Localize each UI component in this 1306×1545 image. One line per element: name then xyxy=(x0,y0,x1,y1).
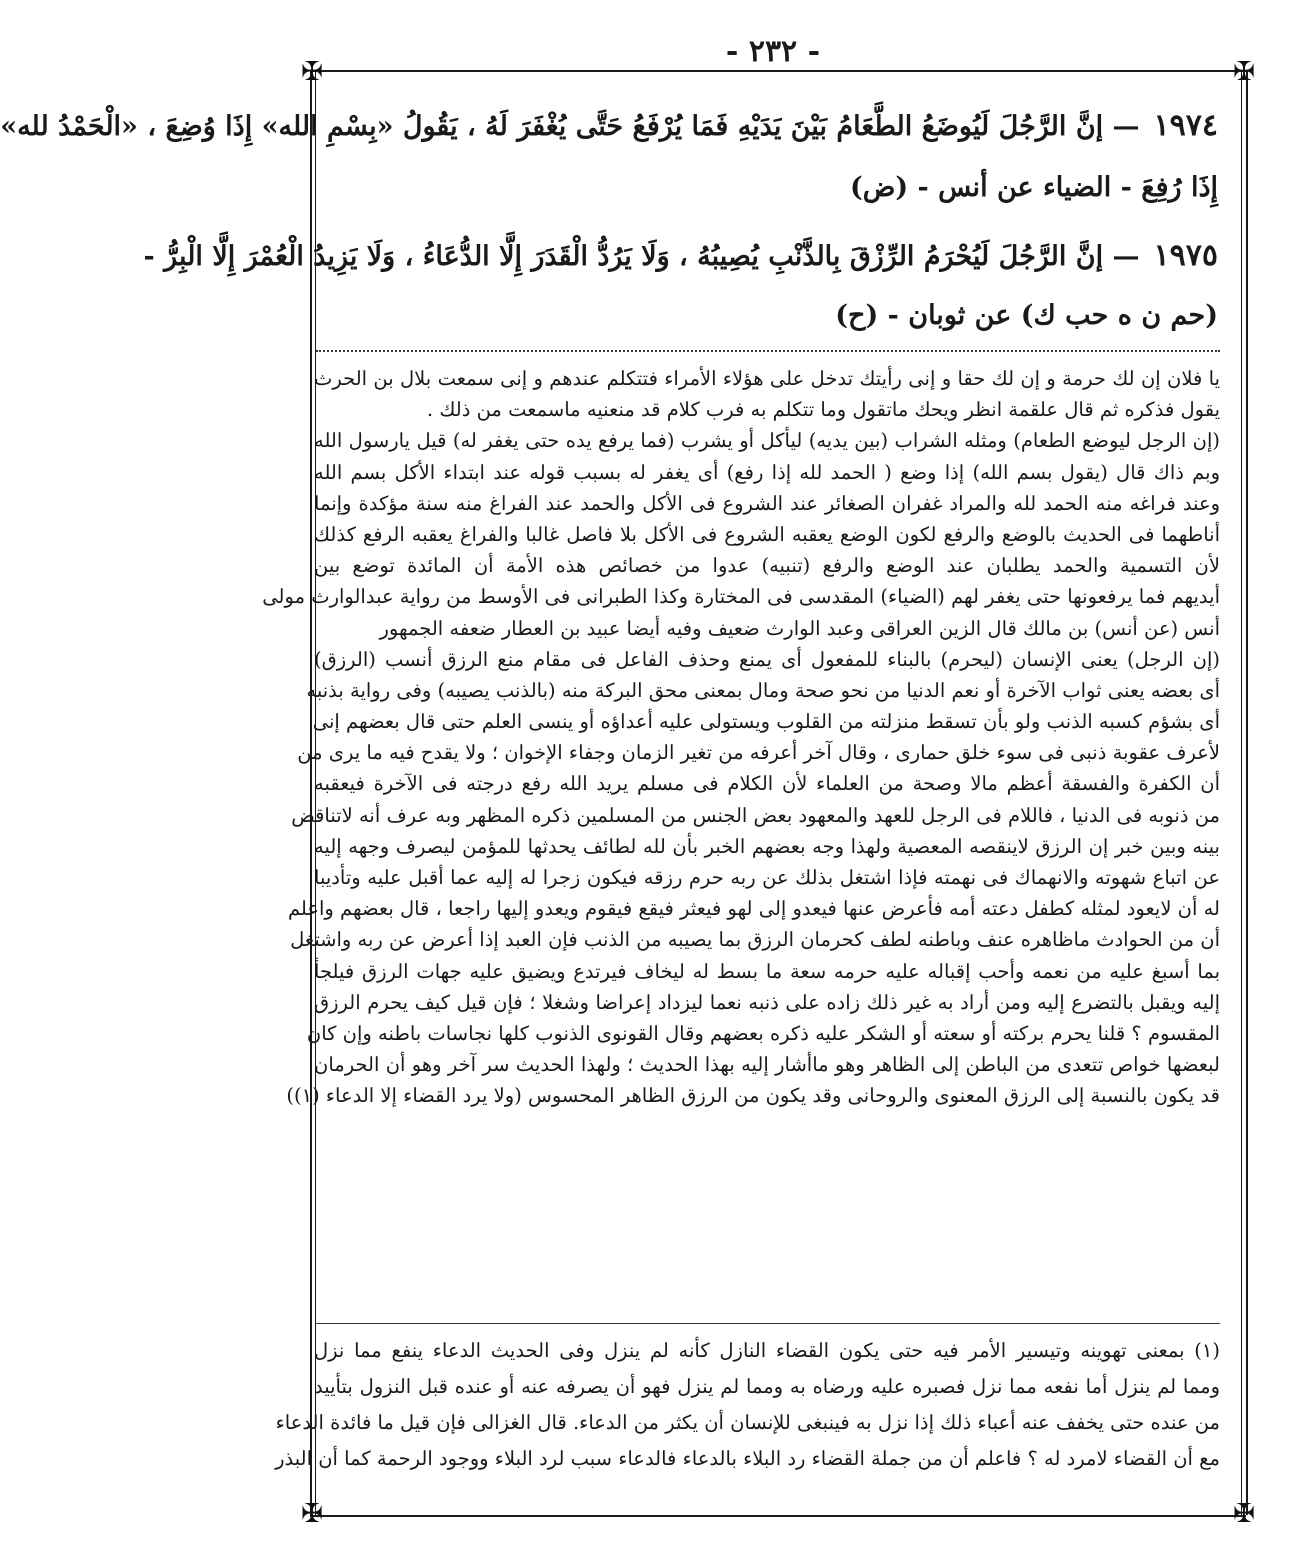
corner-ornament-icon: ✠ xyxy=(301,1499,323,1529)
commentary-line: وعند فراغه منه الحمد لله والمراد غفران الصغائر عند الشروع فى الأكل والحمد عند الفراغ منه سنة مؤكدة وإنما xyxy=(314,491,1220,515)
commentary-line: له أن لايعود لمثله كطفل دعته أمه فأعرض عنها فيعدو إلى لهو فيعثر فيقع فيقوم ويعدو إليها راجعا ، قال بعضهم واعلم xyxy=(287,897,1220,921)
frame-right-inner xyxy=(1241,70,1242,1515)
commentary-line: أن الكفرة والفسقة أعظم مالا وصحة من العلماء لأن الكلام فى مسلم يريد الله رفع درجته فى الآخرة فيعقبه xyxy=(314,772,1220,796)
commentary-line: عن اتباع شهوته والانهماك فى نهمته فإذا اشتغل بذلك عن ربه حرم رزقه فيكون زجرا له إليه عما أقبل عليه وتأديبا xyxy=(314,866,1220,889)
frame-left-outer xyxy=(310,70,312,1515)
commentary-line: (إن الرجل ليوضع الطعام) ومثله الشراب (بين يديه) ليأكل أو يشرب (فما يرفع يده حتى يغفر له) قيل يارسول الله xyxy=(314,429,1220,453)
hadith-line xyxy=(318,170,1218,206)
hadith-text: — إنَّ الرَّجُلَ لَيُوضَعُ الطَّعَامُ بَيْنَ يَدَيْهِ فَمَا يُرْفَعُ حَتَّى يُغْفَرَ لَهُ ، يَقُولُ «بِسْمِ الله» إِذَا وُضِعَ ، «الْحَمْدُ لله» xyxy=(0,111,1140,142)
commentary-line: من ذنوبه فى الدنيا ، فاللام فى الرجل للعهد والمعهود بعض الجنس من المسلمين ذكره المظهر وبه عرف أنه لاتناقض xyxy=(291,803,1220,827)
corner-ornament-icon: ✠ xyxy=(301,57,323,87)
commentary-line: يا فلان إن لك حرمة و إن لك حقا و إنى رأيتك تدخل على هؤلاء الأمراء فتتكلم عندهم و إنى سمعت بلال بن الحرث xyxy=(314,367,1220,390)
frame-top-line xyxy=(310,70,1246,72)
frame-bottom-line xyxy=(310,1515,1246,1517)
commentary-line: وبم ذاك قال (يقول بسم الله) إذا وضع ( الحمد لله إذا رفع) أى يغفر له بسبب قوله عند ابتداء الأكل بسم الله xyxy=(314,460,1220,484)
footnote-line: من عنده حتى يخفف عنه أعباء ذلك إذا نزل به فينبغى للإنسان أن يكثر من الدعاء. قال الغزالى فإن قيل ما فائدة الدعاء xyxy=(275,1411,1220,1434)
commentary-line: قد يكون بالنسبة إلى الرزق المعنوى والروحانى وقد يكون من الرزق الظاهر المحسوس (ولا يرد القضاء إلا الدعاء (١)) xyxy=(286,1084,1220,1108)
commentary-line: لأن التسمية والحمد يطلبان عند الوضع والرفع (تنبيه) عدوا من خصائص هذه الأمة أن المائدة توضع بين xyxy=(314,554,1220,578)
footnote-line: مع أن القضاء لامرد له ؟ فاعلم أن من جملة القضاء رد البلاء بالدعاء فالدعاء سبب لرد البلاء ووجود الرحمة كما أن البذر xyxy=(275,1447,1220,1470)
hadith-line xyxy=(318,298,1218,334)
footnotes xyxy=(275,1333,1220,1477)
hadith-line xyxy=(0,108,1218,145)
commentary-line: أيديهم فما يرفعونها حتى يغفر لهم (الضياء) المقدسى فى المختارة وكذا الطبرانى فى الأوسط من رواية عبدالوارث مولى xyxy=(262,585,1220,609)
commentary-line: المقسوم ؟ قلنا يحرم بركته أو سعته أو الشكر عليه ذكره بعضهم وقال القونوى الذنوب كلها نجاسات باطنه وإن كان xyxy=(306,1021,1220,1045)
commentary-line: أن من الحوادث ماظاهره عنف وباطنه لطف كحرمان الرزق بما يصيبه من الذنب فإن العبد إذا أعرض عن ربه واشتغل xyxy=(290,928,1220,952)
corner-ornament-icon: ✠ xyxy=(1233,57,1255,87)
commentary-line: لبعضها خواص تتعدى من الباطن إلى الظاهر وهو ماأشار إليه بهذا الحديث ؛ ولهذا الحديث سر آخر وهو أن الحرمان xyxy=(314,1053,1220,1077)
commentary-line: لأعرف عقوبة ذنبى فى سوء خلق حمارى ، وقال آخر أعرفه من تغير الزمان وجفاء الإخوان ؛ ولا يقدح فيه ما يرى من xyxy=(297,741,1220,765)
commentary-line: إليه ويقبل بالتضرع إليه ومن أراد به غير ذلك زاده على ذنبه نعما ليزداد إعراضا وشغلا ؛ فإن قيل كيف يحرم الرزق xyxy=(314,990,1220,1014)
frame-right-outer xyxy=(1246,70,1248,1515)
commentary-line: يقول فذكره ثم قال علقمة انظر ويحك ماتقول وما تتكلم به فرب كلام قد منعنيه ماسمعت من ذلك . xyxy=(426,398,1220,422)
commentary-line: أناطهما فى الحديث بالوضع والرفع لكون الوضع يعقبه الشروع فى الأكل بلا فاصل غالبا والفراغ يعقبه الرفع كذلك xyxy=(314,522,1220,546)
commentary-line: بينه وبين خبر إن الرزق لاينقصه المعصية ولهذا وجه بعضهم الخبر بأن لله لطائف يحدثها للمؤمن ليصرف وجهه إليه xyxy=(314,834,1220,858)
footnote-line: ومما لم ينزل أما نفعه مما نزل فصبره عليه ورضاه به ومما لم ينزل فهو أن يصرفه عنه أو عنده قبل النزول بتأييد xyxy=(314,1375,1220,1398)
section-divider xyxy=(316,350,1220,352)
hadith-number: ١٩٧٤ xyxy=(1153,108,1218,143)
corner-ornament-icon: ✠ xyxy=(1233,1499,1255,1529)
footnote-line: (١) بمعنى تهوينه وتيسير الأمر فيه حتى يكون القضاء النازل كأنه لم ينزل وفى الحديث الدعاء ينفع مما نزل xyxy=(314,1339,1220,1362)
commentary-line: أنس (عن أنس) بن مالك قال الزين العراقى وعبد الوارث ضعيف وفيه أيضا عبيد بن العطار ضعفه الجمهور xyxy=(379,616,1220,640)
hadith-line xyxy=(143,238,1218,275)
hadith-source: إِذَا رُفِعَ - الضياء عن أنس - (ض) xyxy=(849,172,1218,203)
page-number: - ٢٣٢ - xyxy=(725,34,821,69)
commentary xyxy=(262,363,1220,1112)
commentary-line: بما أسبغ عليه من نعمه وأحب إقباله عليه حرمه سعة ما بسط له ليخاف فيرتدع ويضيق عليه جهات الرزق فيلجأ xyxy=(314,959,1220,983)
hadith-source: (حم ن ه حب ك) عن ثوبان - (ح) xyxy=(835,300,1218,331)
commentary-line: أى بشؤم كسبه الذنب ولو بأن تسقط منزلته من القلوب ويستولى عليه أعداؤه أو ينسى العلم حتى قال بعضهم إنى xyxy=(312,710,1220,734)
hadith-text: — إنَّ الرَّجُلَ لَيُحْرَمُ الرِّزْقَ بِالذَّنْبِ يُصِيبُهُ ، وَلَا يَرُدُّ الْقَدَرَ إِلَّا الدُّعَاءُ ، وَلَا يَزِيدُ الْعُمْرَ إِلَّا الْبِرُّ - xyxy=(143,241,1140,272)
commentary-line: (إن الرجل) يعنى الإنسان (ليحرم) بالبناء للمفعول أى يمنع وحذف الفاعل فى مقام منع الرزق أنسب (الرزق) xyxy=(314,647,1220,671)
hadith-number: ١٩٧٥ xyxy=(1153,238,1218,273)
footnote-divider xyxy=(316,1323,1220,1324)
commentary-line: أى بعضه يعنى ثواب الآخرة أو نعم الدنيا من نحو صحة ومال بمعنى محق البركة منه (بالذنب يصيبه) وفى رواية بذنبه xyxy=(306,678,1220,702)
